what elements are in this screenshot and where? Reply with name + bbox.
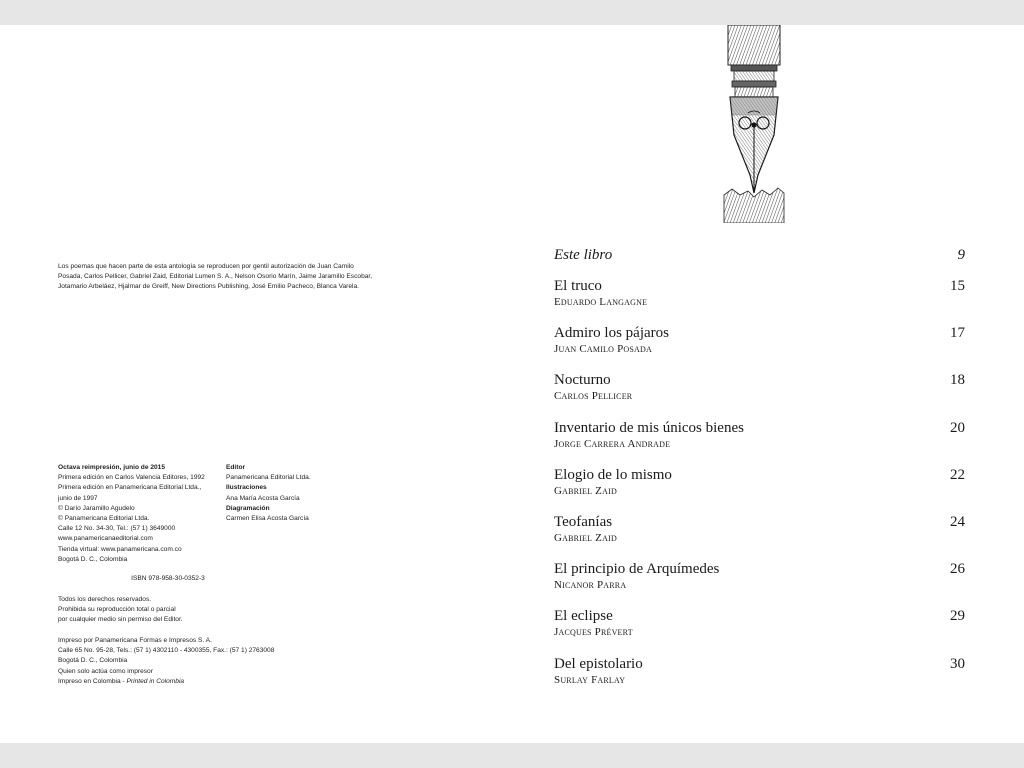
permissions-text: Los poemas que hacen parte de esta antología se reproducen por gentil autorización de Juan Camilo Posada, Carlos Pellicer, Gabriel Zaid, Editorial Lumen S. A., Nelson Osorio Marín, Jaime Jaramillo Escobar, Jotamario Arbeláez, Hjalmar de Greiff, New Directions Publishing, José Emilio Pacheco, Blanca Varela. bbox=[58, 263, 373, 291]
toc-author: Juan Camilo Posada bbox=[554, 343, 652, 356]
toc-page-number: 15 bbox=[950, 278, 965, 294]
toc-author: Eduardo Langagne bbox=[554, 296, 648, 308]
toc-page-number: 20 bbox=[950, 419, 965, 436]
city-line: Bogotá D. C., Colombia bbox=[58, 555, 128, 563]
toc-page-number: 18 bbox=[950, 372, 965, 389]
toc-title: El principio de Arquímedes bbox=[554, 561, 720, 578]
isbn: ISBN 978-958-30-0352-3 bbox=[131, 575, 205, 582]
toc-entry[interactable] bbox=[554, 466, 965, 513]
store-line: Tienda virtual: www.panamericana.com.co bbox=[58, 545, 182, 553]
table-of-contents bbox=[554, 246, 965, 702]
toc-title: Nocturno bbox=[554, 372, 611, 389]
toc-author: Gabriel Zaid bbox=[554, 531, 617, 544]
edition-column-1 bbox=[58, 463, 220, 565]
toc-entry[interactable] bbox=[554, 324, 965, 371]
rights-line: Todos los derechos reservados. bbox=[58, 596, 152, 603]
toc-entry[interactable] bbox=[554, 371, 965, 418]
printed-in-en: Printed in Colombia bbox=[126, 677, 185, 685]
edition-line: Primera edición en Carlos Valencia Editores, 1992 bbox=[58, 474, 205, 482]
fountain-pen-nib-icon bbox=[722, 25, 786, 223]
toc-author: Jorge Carrera Andrade bbox=[554, 437, 671, 450]
toc-title: Inventario de mis únicos bienes bbox=[554, 419, 744, 436]
edition-line: junio de 1997 bbox=[58, 494, 98, 502]
toc-page-number: 30 bbox=[950, 655, 965, 672]
toc-title: El eclipse bbox=[554, 608, 613, 625]
rights-line: por cualquier medio sin permiso del Editor. bbox=[58, 616, 183, 624]
address-line: Calle 12 No. 34-30, Tel.: (57 1) 3649000 bbox=[58, 525, 176, 533]
toc-title: Admiro los pájaros bbox=[554, 325, 669, 342]
toc-page-number: 17 bbox=[950, 325, 965, 342]
toc-entry[interactable] bbox=[554, 607, 965, 654]
toc-author: Nicanor Parra bbox=[554, 579, 627, 592]
toc-author: Gabriel Zaid bbox=[554, 484, 617, 497]
toc-entry[interactable] bbox=[554, 419, 965, 466]
toc-title: Teofanías bbox=[554, 513, 613, 530]
edition-column-2 bbox=[226, 463, 366, 524]
toc-entry[interactable] bbox=[554, 560, 965, 607]
toc-entry[interactable] bbox=[554, 277, 965, 324]
credit-value: Carmen Elisa Acosta García bbox=[226, 515, 309, 523]
toc-page-number: 22 bbox=[950, 466, 965, 483]
credit-heading: Ilustraciones bbox=[226, 484, 267, 492]
toc-author: Jacques Prévert bbox=[554, 626, 633, 639]
website-line: www.panamericanaeditorial.com bbox=[58, 535, 153, 543]
toc-author: Surlay Farlay bbox=[554, 673, 626, 686]
toc-page-number: 9 bbox=[957, 247, 965, 263]
printed-in-es: Impreso en Colombia - bbox=[58, 677, 127, 685]
toc-title: Elogio de lo mismo bbox=[554, 466, 672, 483]
printer-line: Quien solo actúa como impresor bbox=[58, 667, 153, 675]
toc-entry[interactable] bbox=[554, 655, 965, 702]
toc-entry[interactable] bbox=[554, 513, 965, 560]
credit-heading: Diagramación bbox=[226, 504, 270, 512]
credit-heading: Editor bbox=[226, 464, 246, 471]
toc-title: Del epistolario bbox=[554, 655, 643, 672]
printed-in-line bbox=[58, 677, 378, 687]
rights-line: Prohibida su reproducción total o parcial bbox=[58, 606, 176, 614]
credit-value: Panamericana Editorial Ltda. bbox=[226, 474, 311, 482]
printer-line: Bogotá D. C., Colombia bbox=[58, 657, 128, 665]
toc-title: El truco bbox=[554, 278, 602, 294]
copyright-line: © Panamericana Editorial Ltda. bbox=[58, 515, 150, 523]
toc-page-number: 29 bbox=[950, 608, 965, 625]
toc-page-number: 24 bbox=[950, 513, 965, 530]
rights-note bbox=[58, 595, 378, 626]
credit-value: Ana María Acosta García bbox=[226, 494, 300, 502]
toc-author: Carlos Pellicer bbox=[554, 390, 633, 403]
printer-line: Calle 65 No. 95-28, Tels.: (57 1) 4302110 - 4300355, Fax.: (57 1) 2763008 bbox=[58, 647, 275, 655]
toc-entry[interactable] bbox=[554, 246, 965, 277]
book-spread bbox=[0, 25, 1024, 743]
toc-title: Este libro bbox=[554, 247, 613, 263]
toc-page-number: 26 bbox=[950, 561, 965, 578]
printer-info bbox=[58, 636, 378, 687]
printer-line: Impreso por Panamericana Formas e Impresos S. A. bbox=[58, 637, 212, 644]
edition-line: Primera edición en Panamericana Editorial Ltda., bbox=[58, 484, 202, 492]
permissions-note bbox=[58, 262, 376, 293]
reprint-line: Octava reimpresión, junio de 2015 bbox=[58, 464, 166, 471]
copyright-line: © Darío Jaramillo Agudelo bbox=[58, 504, 135, 512]
